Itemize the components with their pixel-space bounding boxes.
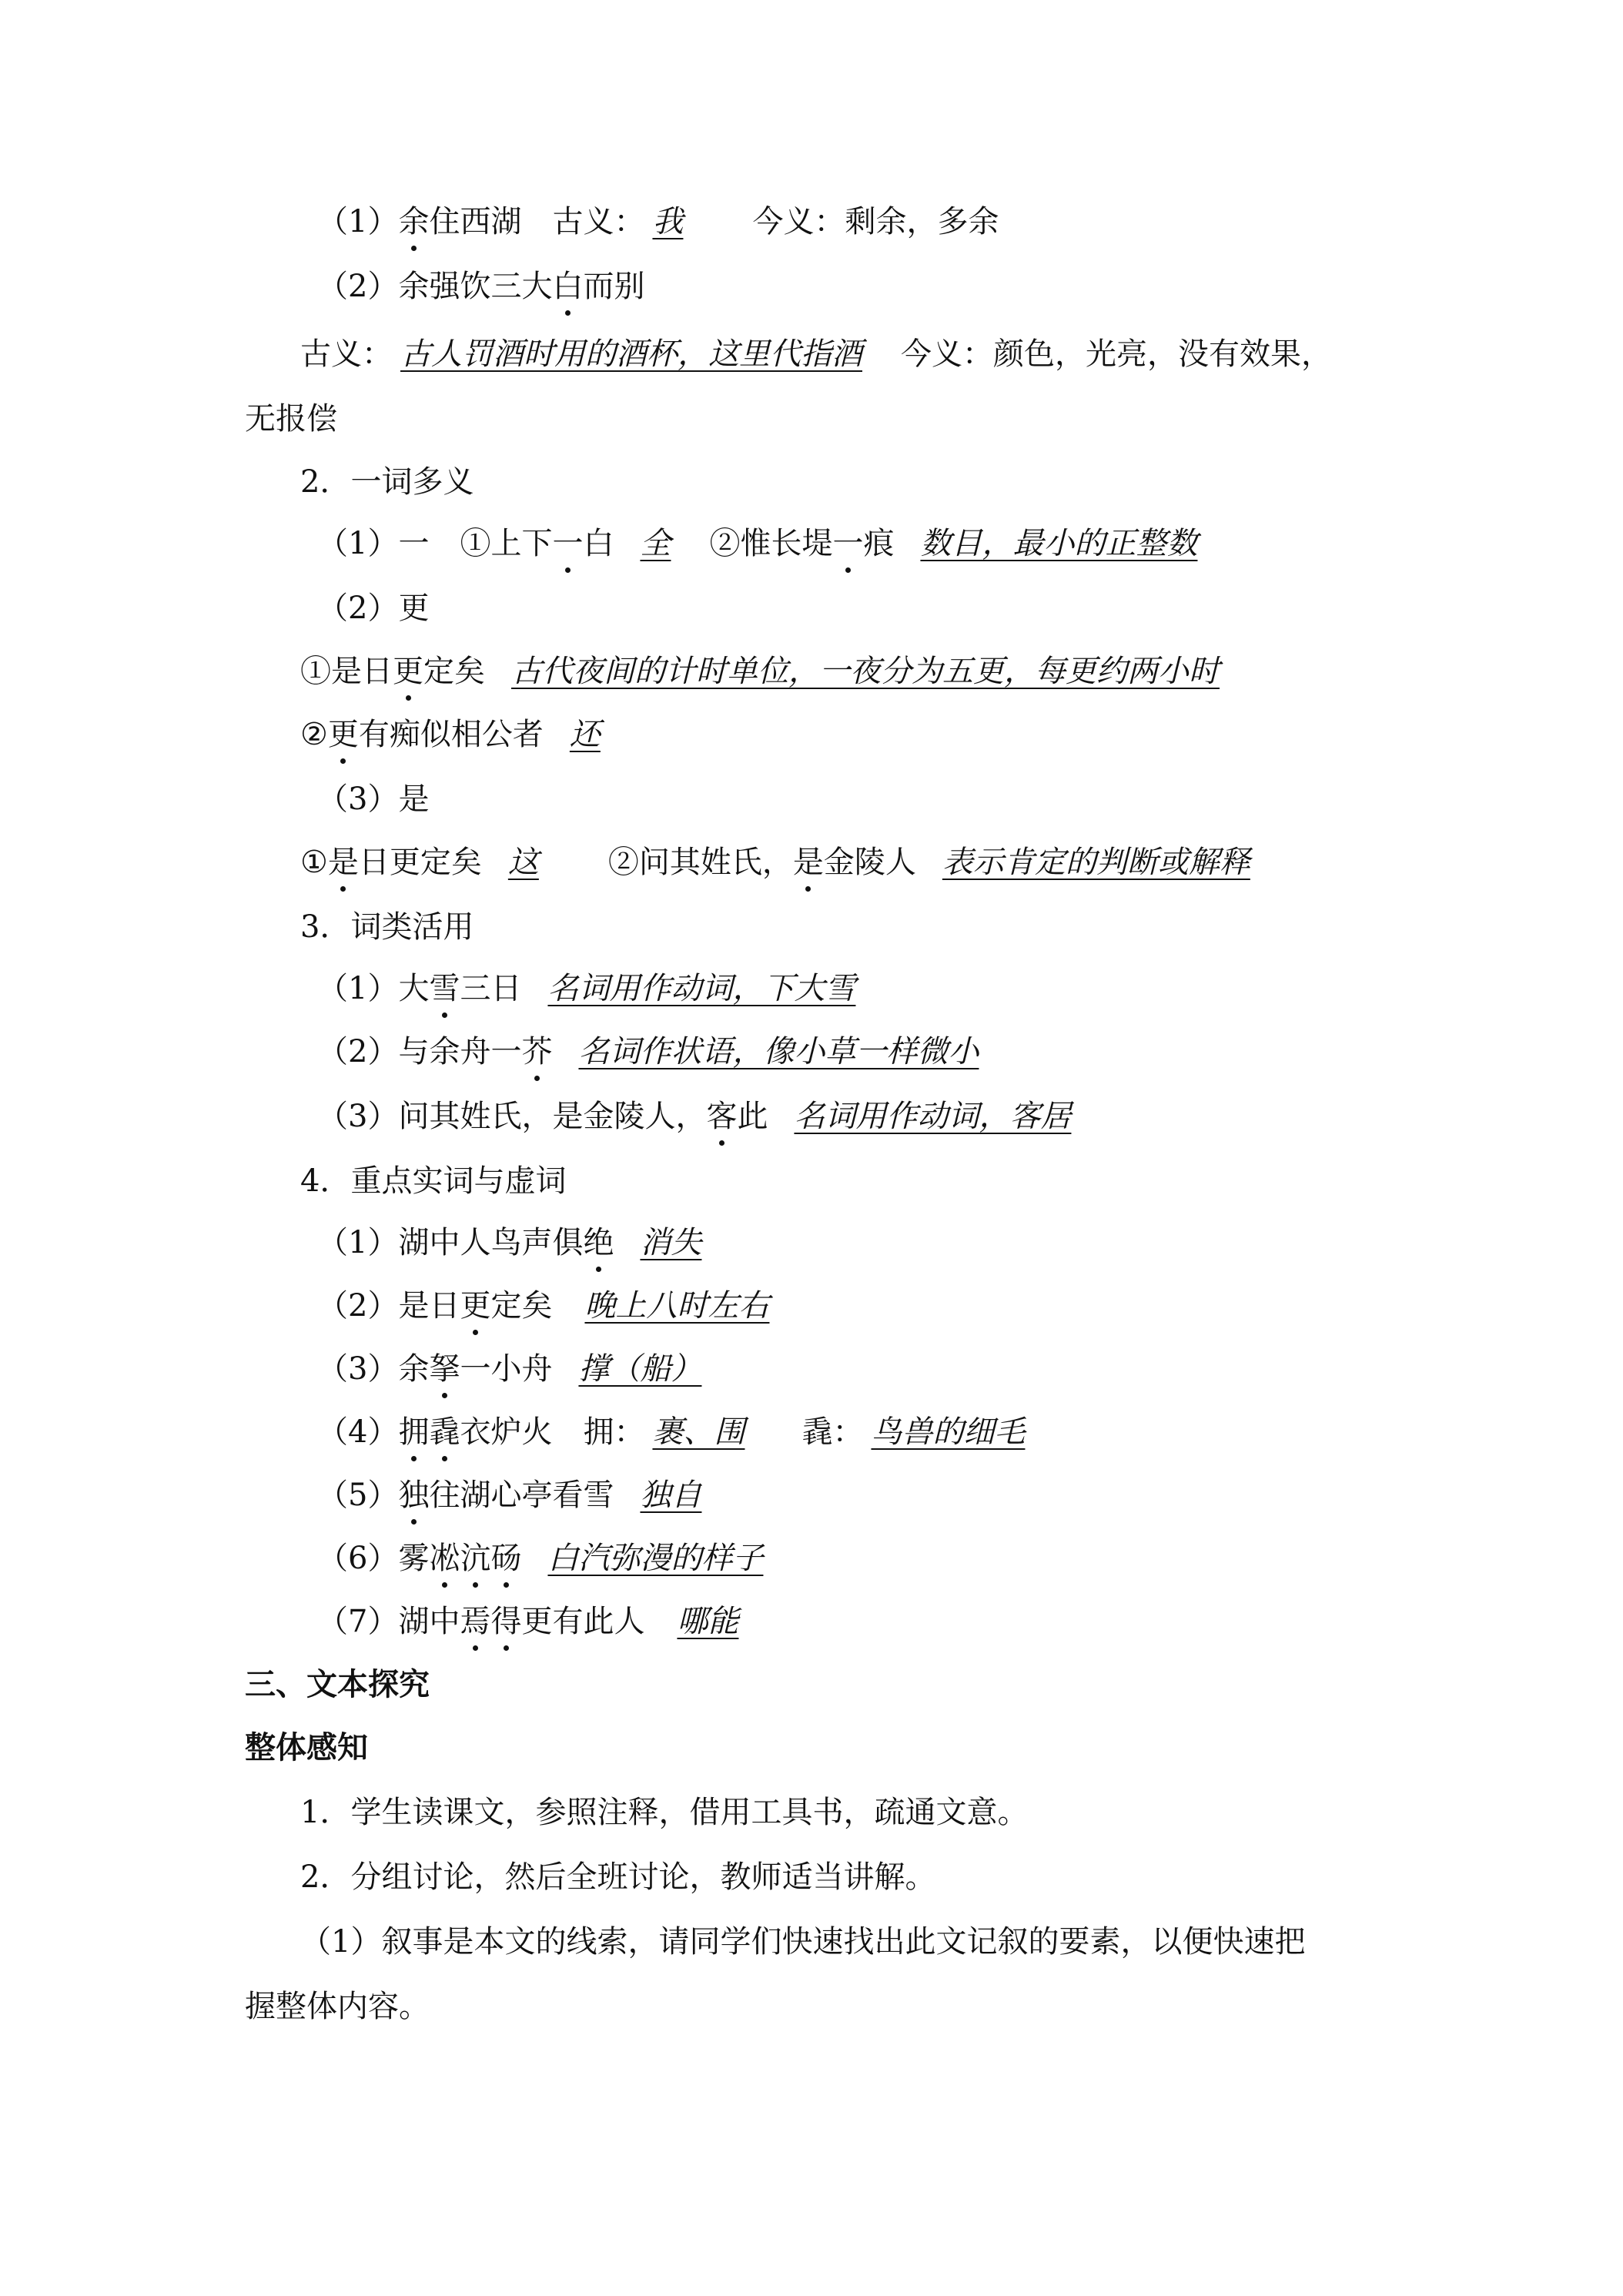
emphasis-dot-char: 客	[706, 1096, 737, 1136]
text-line: （1）一 ①上下一白 全 ②惟长堤一痕 数目，最小的正整数	[0, 524, 1623, 564]
text-line: 3．词类活用	[300, 909, 474, 945]
emphasis-dot-char: 沆	[460, 1538, 490, 1578]
text-line: 1．学生读课文，参照注释，借用工具书，疏通文意。	[300, 1795, 1029, 1830]
text-line: 古义： 古人罚酒时用的酒杯，这里代指酒 今义：颜色，光亮，没有效果，	[300, 336, 1332, 372]
emphasis-dot-char: 是	[793, 842, 824, 882]
emphasis-dot-char: 更	[328, 715, 359, 755]
text-line: 2．一词多义	[300, 464, 474, 500]
answer-underline: 古人罚酒时用的酒杯，这里代指酒	[400, 336, 862, 372]
emphasis-dot-char: 拥	[398, 1412, 429, 1452]
text-line: （1）大雪三日 名词用作动词，下大雪	[0, 969, 1623, 1009]
text-line: （3）是	[317, 782, 430, 817]
emphasis-dot-char: 白	[552, 266, 583, 306]
emphasis-dot-char: 焉	[460, 1602, 490, 1642]
answer-underline: 名词用作动词，客居	[794, 1099, 1072, 1134]
text-line: （1）叙事是本文的线索，请同学们快速找出此文记叙的要素，以便快速把	[300, 1924, 1306, 1960]
emphasis-dot-char: 更	[393, 651, 423, 691]
emphasis-dot-char: 独	[398, 1475, 429, 1515]
text-line: 握整体内容。	[245, 1989, 430, 2024]
answer-underline: 消失	[640, 1225, 702, 1260]
answer-underline: 古代夜间的计时单位，一夜分为五更，每更约两小时	[511, 654, 1220, 689]
answer-underline: 这	[507, 845, 539, 880]
answer-underline: 表示肯定的判断或解释	[942, 845, 1250, 880]
answer-underline: 我	[652, 204, 684, 239]
text-line: （6）雾凇沆砀 白汽弥漫的样子	[0, 1538, 1623, 1578]
emphasis-dot-char: 绝	[583, 1223, 614, 1263]
subsection-heading: 整体感知	[245, 1730, 368, 1766]
text-line: （3）余拏一小舟 撑（船）	[0, 1349, 1623, 1389]
emphasis-dot-char: 一	[552, 524, 583, 564]
text-line: （2）更	[317, 591, 430, 626]
text-line: 无报偿	[245, 401, 337, 437]
text-line: 2．分组讨论，然后全班讨论，教师适当讲解。	[300, 1859, 936, 1895]
answer-underline: 白汽弥漫的样子	[547, 1541, 764, 1576]
text-line: ①是日更定矣 这 ②问其姓氏，是金陵人 表示肯定的判断或解释	[0, 842, 1623, 882]
answer-underline: 独自	[640, 1478, 702, 1513]
text-line: ①是日更定矣 古代夜间的计时单位，一夜分为五更，每更约两小时	[0, 651, 1623, 691]
text-line: （2）与余舟一芥 名词作状语，像小草一样微小	[0, 1032, 1623, 1072]
text-line: 4．重点实词与虚词	[300, 1163, 567, 1199]
emphasis-dot-char: 拏	[429, 1349, 460, 1389]
text-line: （4）拥毳衣炉火 拥： 裹、围 毳： 鸟兽的细毛	[0, 1412, 1623, 1452]
answer-underline: 还	[569, 717, 601, 752]
answer-underline: 撑（船）	[578, 1351, 702, 1387]
emphasis-dot-char: 毳	[429, 1412, 460, 1452]
emphasis-dot-char: 芥	[521, 1032, 552, 1072]
emphasis-dot-char: 得	[490, 1602, 521, 1642]
emphasis-dot-char: 是	[328, 842, 359, 882]
text-line: （3）问其姓氏，是金陵人，客此 名词用作动词，客居	[0, 1096, 1623, 1136]
text-line: （2）余强饮三大白而别	[0, 266, 1623, 306]
emphasis-dot-char: 雪	[429, 969, 460, 1009]
emphasis-dot-char: 更	[460, 1286, 490, 1326]
text-line: （5）独往湖心亭看雪 独自	[0, 1475, 1623, 1515]
answer-underline: 晚上八时左右	[584, 1288, 770, 1324]
emphasis-dot-char: 一	[832, 524, 863, 564]
emphasis-dot-char: 砀	[490, 1538, 521, 1578]
answer-underline: 数目，最小的正整数	[920, 526, 1198, 561]
answer-underline: 裹、围	[652, 1414, 745, 1450]
emphasis-dot-char: 凇	[429, 1538, 460, 1578]
answer-underline: 全	[640, 526, 671, 561]
text-line: （1）湖中人鸟声俱绝 消失	[0, 1223, 1623, 1263]
answer-underline: 鸟兽的细毛	[871, 1414, 1026, 1450]
emphasis-dot-char: 余	[398, 202, 429, 242]
text-line: （7）湖中焉得更有此人 哪能	[0, 1602, 1623, 1642]
section-heading: 三、文本探究	[245, 1667, 430, 1702]
text-line: （2）是日更定矣 晚上八时左右	[0, 1286, 1623, 1326]
text-line: ②更有痴似相公者 还	[0, 715, 1623, 755]
answer-underline: 名词用作动词，下大雪	[547, 971, 856, 1006]
answer-underline: 名词作状语，像小草一样微小	[578, 1034, 979, 1069]
text-line: （1）余住西湖 古义： 我 今义：剩余，多余	[0, 202, 1623, 242]
answer-underline: 哪能	[677, 1604, 739, 1639]
